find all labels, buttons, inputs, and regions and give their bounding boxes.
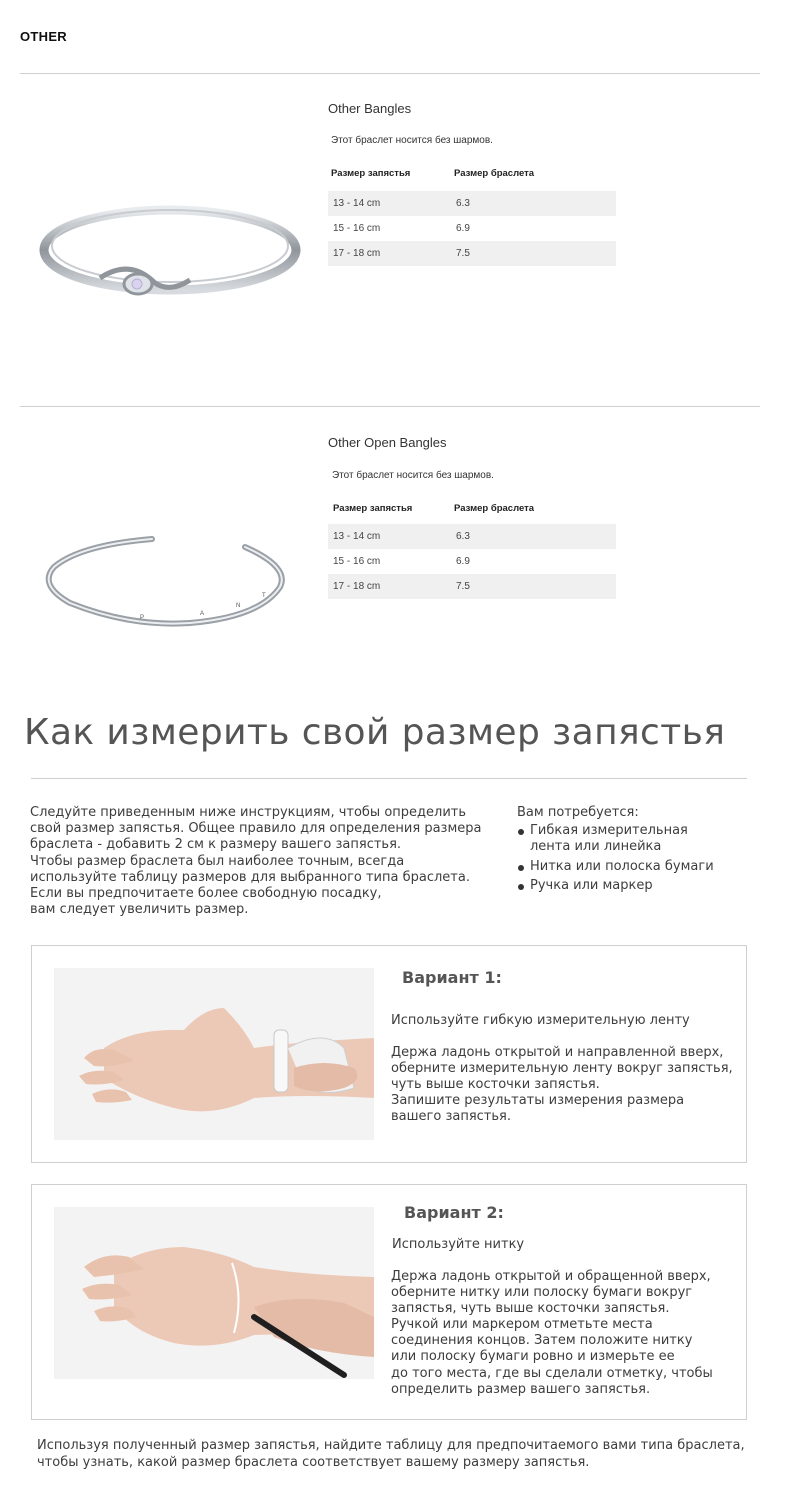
instruction-line: Запишите результаты измерения размера <box>391 1093 685 1109</box>
wrist-cell: 15 - 16 cm <box>333 556 381 567</box>
instruction-line: Держа ладонь открытой и обращенной вверх, <box>391 1269 711 1284</box>
bracelet-cell: 6.9 <box>456 556 470 567</box>
table-row <box>328 549 616 574</box>
product-title: Other Bangles <box>328 101 412 116</box>
wrist-string-image <box>54 1207 374 1379</box>
option-1-card <box>31 945 747 1163</box>
engraving-letter: P <box>140 615 145 621</box>
option-2-card <box>31 1184 747 1420</box>
instruction-line: Ручкой или маркером отметьте места <box>391 1317 653 1333</box>
instruction-line: оберните измерительную ленту вокруг запястья, <box>391 1061 733 1077</box>
wrist-cell: 17 - 18 cm <box>333 248 381 259</box>
size-table <box>328 495 616 599</box>
wrist-cell: 15 - 16 cm <box>333 223 381 234</box>
wrist-cell: 13 - 14 cm <box>333 198 381 209</box>
intro-line: Если вы предпочитаете более свободную посадку, <box>30 886 382 902</box>
table-row <box>328 191 616 216</box>
intro-line: свой размер запястья. Общее правило для определения размера <box>30 821 482 837</box>
list-item: Ручка или маркер <box>517 878 767 894</box>
divider <box>31 778 747 779</box>
instruction-line: Держа ладонь открытой и направленной вверх, <box>391 1045 724 1060</box>
col-bracelet-size: Размер браслета <box>454 167 535 179</box>
table-header <box>328 160 616 186</box>
wrist-cell: 17 - 18 cm <box>333 581 381 592</box>
requirements <box>517 805 767 897</box>
intro-line: браслета - добавить 2 см к размеру вашего запястья. <box>30 837 402 853</box>
instruction-line: до того места, где вы сделали отметку, чтобы <box>391 1365 713 1381</box>
requirements-list <box>517 823 767 894</box>
bracelet-cell: 6.9 <box>456 223 470 234</box>
requirements-title: Вам потребуется: <box>517 805 639 820</box>
footer-note <box>37 1438 745 1471</box>
table-row <box>328 574 616 599</box>
option-instructions <box>391 1045 741 1125</box>
engraving-letter: T <box>262 593 266 599</box>
col-wrist-size: Размер запястья <box>331 167 411 179</box>
instruction-line: или полоску бумаги ровно и измерьте ее <box>391 1349 675 1365</box>
measure-title: Как измерить свой размер запястья <box>24 712 726 753</box>
instruction-line: чуть выше косточки запястья. <box>391 1077 600 1093</box>
option-title: Вариант 2: <box>404 1203 504 1222</box>
table-row <box>328 524 616 549</box>
instruction-line: соединения концов. Затем положите нитку <box>391 1333 693 1349</box>
wrist-tape-image <box>54 968 374 1140</box>
bangle-image <box>30 188 310 338</box>
intro-line: Чтобы размер браслета был наиболее точным, всегда <box>30 853 405 869</box>
section-heading: OTHER <box>20 29 67 44</box>
bracelet-cell: 7.5 <box>456 581 470 592</box>
col-bracelet-size: Размер браслета <box>454 502 535 514</box>
product-other-bangles <box>0 73 789 406</box>
wrist-cell: 13 - 14 cm <box>333 531 381 542</box>
product-title: Other Open Bangles <box>328 435 447 450</box>
intro-line: вам следует увеличить размер. <box>30 902 249 918</box>
intro-line: Следуйте приведенным ниже инструкциям, чтобы определить <box>30 805 467 820</box>
product-note: Этот браслет носится без шармов. <box>331 135 493 146</box>
table-header <box>328 495 616 521</box>
instruction-line: оберните нитку или полоску бумаги вокруг <box>391 1285 693 1301</box>
intro-text <box>30 805 500 918</box>
list-item: Гибкая измерительная лента или линейка <box>517 823 732 855</box>
table-row <box>328 241 616 266</box>
option-title: Вариант 1: <box>402 968 502 987</box>
footer-line: чтобы узнать, какой размер браслета соответствует вашему размеру запястья. <box>37 1454 590 1470</box>
bracelet-cell: 6.3 <box>456 531 470 542</box>
table-row <box>328 216 616 241</box>
option-instructions <box>391 1269 741 1398</box>
option-subtitle: Используйте нитку <box>392 1237 525 1252</box>
open-bangle-image <box>40 525 300 635</box>
size-table <box>328 160 616 266</box>
col-wrist-size: Размер запястья <box>333 502 413 514</box>
instruction-line: определить размер вашего запястья. <box>391 1381 651 1397</box>
engraving-letter: A <box>200 611 205 617</box>
bracelet-cell: 6.3 <box>456 198 470 209</box>
instruction-line: запястья, чуть выше косточки запястья. <box>391 1301 670 1317</box>
footer-line: Используя полученный размер запястья, найдите таблицу для предпочитаемого вами типа браслета, <box>37 1438 745 1453</box>
product-note: Этот браслет носится без шармов. <box>332 470 494 481</box>
intro-line: используйте таблицу размеров для выбранного типа браслета. <box>30 869 470 885</box>
option-subtitle: Используйте гибкую измерительную ленту <box>391 1013 690 1028</box>
bracelet-cell: 7.5 <box>456 248 470 259</box>
engraving-letter: N <box>236 603 241 609</box>
product-other-open-bangles <box>0 407 789 687</box>
instruction-line: вашего запястья. <box>391 1109 511 1125</box>
list-item: Нитка или полоска бумаги <box>517 859 767 875</box>
